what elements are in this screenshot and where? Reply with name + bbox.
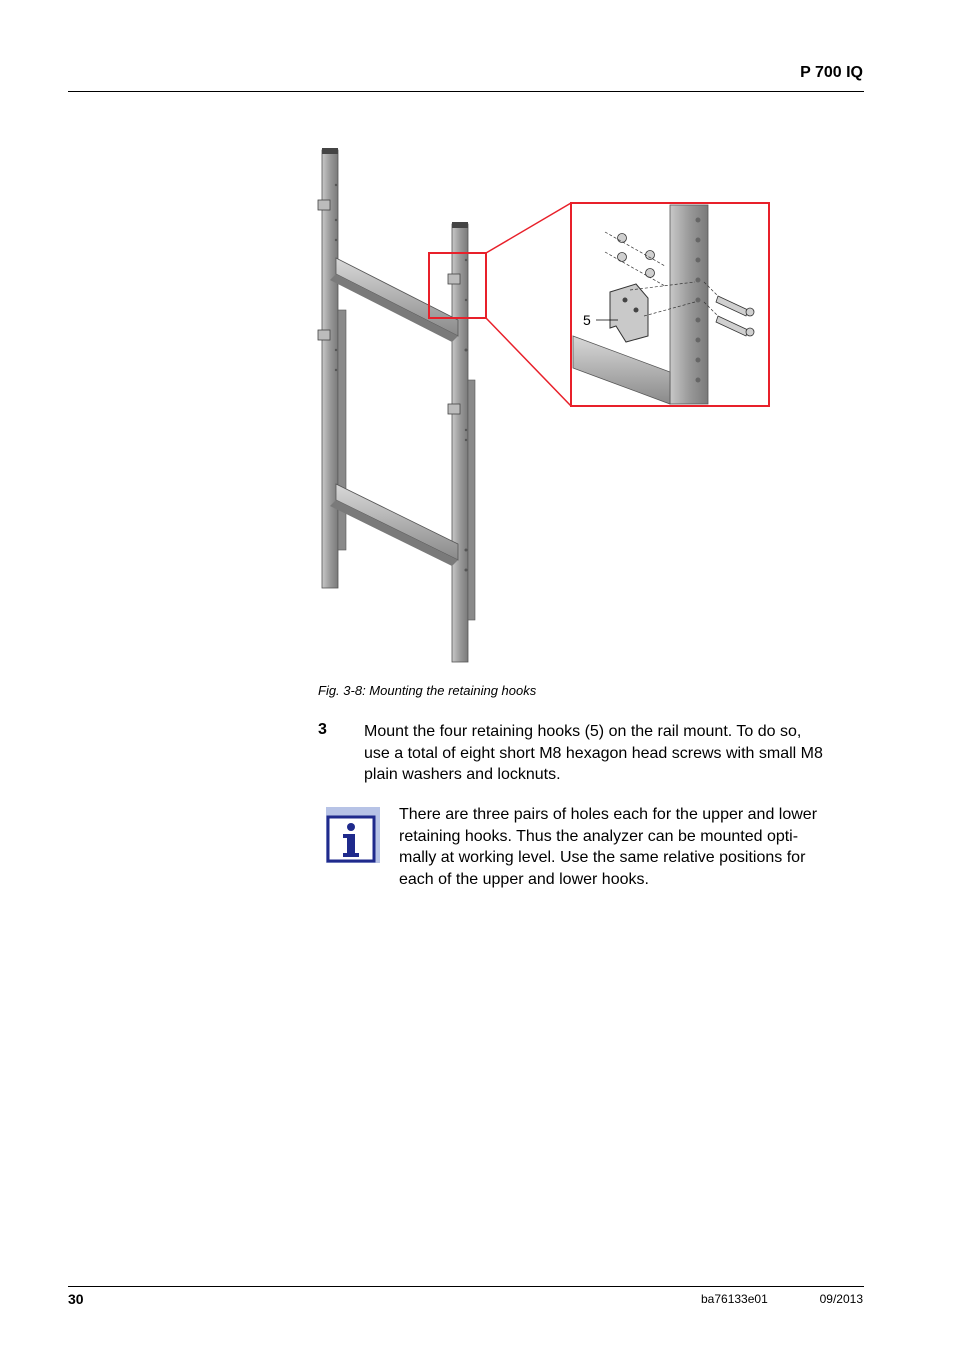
rail-mount-figure <box>300 140 780 670</box>
note-line: retaining hooks. Thus the analyzer can be mounted opti- <box>399 827 799 845</box>
note-line: mally at working level. Use the same relative positions for <box>399 849 806 866</box>
footer-rule <box>68 1286 864 1287</box>
step-line: use a total of eight short M8 hexagon head screws with small M8 <box>364 744 823 762</box>
step-instruction <box>364 721 864 786</box>
callout-connector-bottom <box>486 318 571 406</box>
document-id: ba76133e01 <box>701 1292 768 1306</box>
note-line: each of the upper and lower hooks. <box>399 870 649 888</box>
step-number: 3 <box>318 721 327 738</box>
lower-cross-bar <box>330 484 458 566</box>
step-line: plain washers and locknuts. <box>364 766 561 783</box>
callout-connector-top <box>486 203 571 253</box>
header-rule <box>68 91 864 92</box>
detail-zoom-box <box>571 203 769 406</box>
note-text <box>399 804 864 890</box>
document-date: 09/2013 <box>819 1292 863 1306</box>
hook-callout-label: 5 <box>583 312 591 328</box>
upper-cross-bar <box>330 258 458 342</box>
note-line: There are three pairs of holes each for the upper and lower <box>399 806 818 823</box>
right-rail <box>452 222 475 662</box>
figure-caption: Fig. 3-8: Mounting the retaining hooks <box>318 683 537 698</box>
page-number: 30 <box>68 1291 84 1307</box>
step-line: Mount the four retaining hooks (5) on the rail mount. To do so, <box>364 723 802 740</box>
info-icon <box>326 807 380 863</box>
document-title: P 700 IQ <box>800 64 863 81</box>
left-rail <box>322 148 346 588</box>
